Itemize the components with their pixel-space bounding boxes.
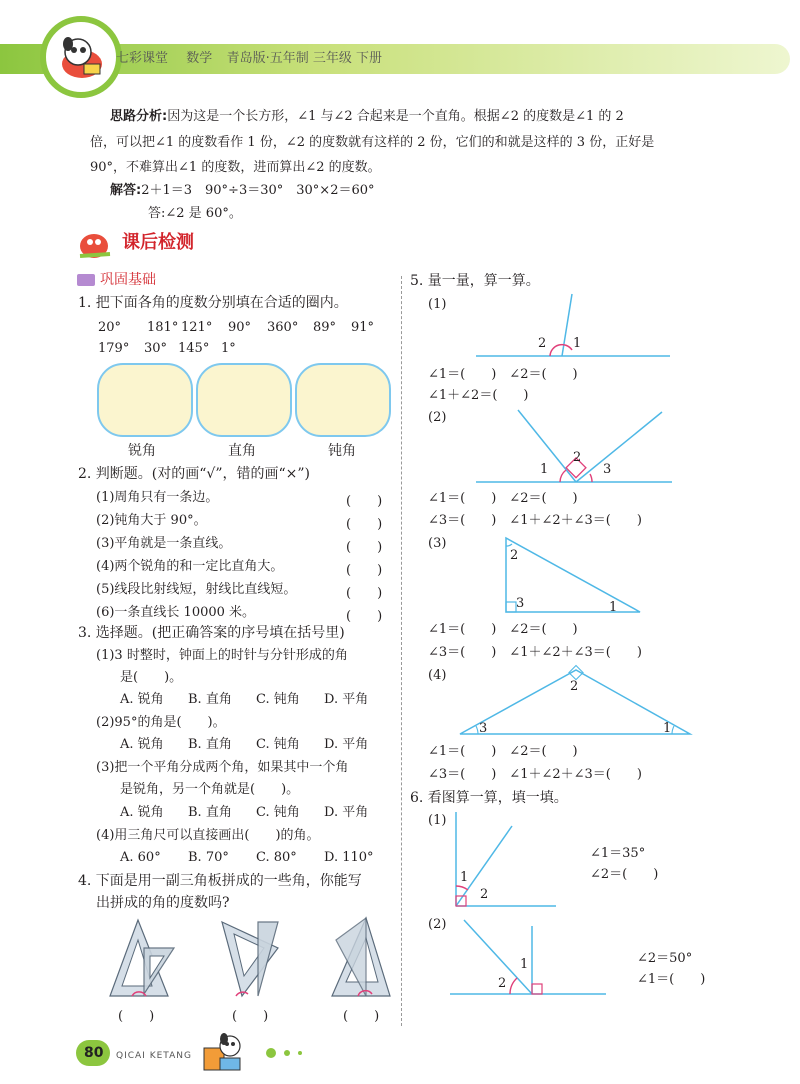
q3-s4-option[interactable]: D. 110° [324,850,374,865]
q5-p4-line2: ∠3＝( ) ∠1＋∠2＋∠3＝( ) [428,767,642,782]
q1-bubble-right[interactable] [196,363,292,437]
q6-p2-label: (2) [428,917,447,932]
q6-title: 6. 看图算一算，填一填。 [410,790,568,806]
q1-value: 360° [267,320,299,335]
q5-p4-line1: ∠1＝( ) ∠2＝( ) [428,744,578,759]
footer-brand: QICAI KETANG [116,1051,192,1061]
q2-item: (5)线段比射线短，射线比直线短。 [96,582,297,597]
q3-s4-option[interactable]: B. 70° [188,850,229,865]
q3-s3-option[interactable]: D. 平角 [324,805,369,820]
q3-s3-option[interactable]: B. 直角 [188,805,232,820]
q5-p3-line1: ∠1＝( ) ∠2＝( ) [428,622,578,637]
q5-p4-diagram [456,666,694,738]
answer-label: 解答: [110,183,142,198]
q5-p1-n2: 2 [538,336,547,351]
q4-answer-blank[interactable]: ( ) [343,1009,380,1024]
q1-value: 1° [221,341,236,356]
analysis-label: 思路分析: [110,109,168,124]
q5-p4-label: (4) [428,668,447,683]
q2-item: (1)周角只有一条边。 [96,490,219,505]
q1-value: 121° [181,320,213,335]
q3-s2-option[interactable]: D. 平角 [324,737,369,752]
q4-set-squares-1 [108,918,178,1000]
q5-p1-line1: ∠1＝( ) ∠2＝( ) [428,367,578,382]
footer-mascot-icon [200,1030,244,1074]
q6-p1-diagram [452,810,562,910]
q5-p1-label: (1) [428,297,447,312]
analysis-line3: 90°，不难算出∠1 的度数，进而算出∠2 的度数。 [90,160,381,175]
q3-s4-line: (4)用三角尺可以直接画出( )的角。 [96,828,320,843]
q3-s4-option[interactable]: C. 80° [256,850,297,865]
q2-answer-blank[interactable]: ( ) [346,494,383,509]
q3-s2-option[interactable]: B. 直角 [188,737,232,752]
q3-s1-option[interactable]: D. 平角 [324,692,369,707]
answer-line [110,183,375,199]
q1-value: 179° [98,341,130,356]
q5-p2-line2: ∠3＝( ) ∠1＋∠2＋∠3＝( ) [428,513,642,528]
q3-s3-option[interactable]: C. 钝角 [256,805,300,820]
q1-bubble-obtuse[interactable] [295,363,391,437]
q1-value: 145° [178,341,210,356]
q1-label-obtuse: 钝角 [328,443,356,459]
header-subject: 数学 [186,51,213,66]
header-title [116,51,382,67]
q5-title: 5. 量一量，算一算。 [410,273,540,289]
q3-s2-option[interactable]: A. 锐角 [120,737,164,752]
q1-value: 90° [228,320,252,335]
section-icon [76,228,116,260]
footer-dot [266,1048,276,1058]
page-number: 80 [84,1045,104,1061]
q5-p2-line1: ∠1＝( ) ∠2＝( ) [428,491,578,506]
footer-dot [284,1050,290,1056]
q3-s1-option[interactable]: B. 直角 [188,692,232,707]
q2-item: (2)钝角大于 90°。 [96,513,207,528]
q3-s2-line: (2)95°的角是( )。 [96,715,226,730]
q5-p4-n1: 1 [663,721,672,736]
q1-value: 30° [144,341,168,356]
sub-section-title: 巩固基础 [100,272,156,288]
q4-title-line2: 出拼成的角的度数吗? [96,895,230,911]
answer-calc: 2＋1＝3 90°÷3＝30° 30°×2＝60° [141,183,375,198]
q5-p1-n1: 1 [573,336,582,351]
q2-answer-blank[interactable]: ( ) [346,609,383,624]
q1-value: 89° [313,320,337,335]
analysis-line2: 倍，可以把∠1 的度数看作 1 份，∠2 的度数就有这样的 2 份，它们的和就是这样的 3 份，正好是 [90,135,655,150]
q3-s3-option[interactable]: A. 锐角 [120,805,164,820]
q3-s3-line1: (3)把一个平角分成两个角，如果其中一个角 [96,760,349,775]
q5-p3-n2: 2 [510,548,519,563]
column-divider [401,276,402,1026]
q4-set-squares-3 [326,916,394,1000]
q1-label-acute: 锐角 [128,443,156,459]
sub-section-icon [77,274,95,286]
q6-p1-n1: 1 [460,870,469,885]
q2-title: 2. 判断题。(对的画“√”，错的画“×”) [78,466,311,482]
q3-s1-line1: (1)3 时整时，钟面上的时针与分针形成的角 [96,648,348,663]
q2-item: (6)一条直线长 10000 米。 [96,605,256,620]
header-series: 七彩课堂 [116,51,169,66]
q6-p1-ask: ∠2＝( ) [590,867,659,882]
analysis-line1 [110,109,624,125]
q6-p2-given: ∠2＝50° [637,951,693,966]
q1-value: 91° [351,320,375,335]
q2-answer-blank[interactable]: ( ) [346,540,383,555]
q5-p4-n3: 3 [479,721,488,736]
q5-p3-label: (3) [428,536,447,551]
q1-label-right: 直角 [228,443,256,459]
q2-answer-blank[interactable]: ( ) [346,517,383,532]
q5-p2-n1: 1 [540,462,549,477]
q6-p1-given: ∠1＝35° [590,846,646,861]
answer-result: 答:∠2 是 60°。 [148,206,242,221]
q3-s1-option[interactable]: A. 锐角 [120,692,164,707]
q6-p1-label: (1) [428,813,447,828]
q4-answer-blank[interactable]: ( ) [118,1009,155,1024]
q5-p3-n1: 1 [609,600,618,615]
q3-s4-option[interactable]: A. 60° [120,850,161,865]
q2-item: (3)平角就是一条直线。 [96,536,232,551]
q5-p2-n2: 2 [573,450,582,465]
q3-s3-line2: 是锐角，另一个角就是( )。 [120,782,300,797]
q2-answer-blank[interactable]: ( ) [346,563,383,578]
q5-p2-diagram [476,404,676,486]
q6-p1-n2: 2 [480,887,489,902]
q1-bubble-acute[interactable] [97,363,193,437]
q6-p2-n2: 2 [498,976,507,991]
q6-p2-n1: 1 [520,957,529,972]
q3-s2-option[interactable]: C. 钝角 [256,737,300,752]
q1-title: 1. 把下面各角的度数分别填在合适的圈内。 [78,295,348,311]
q1-value: 20° [98,320,122,335]
q4-answer-blank[interactable]: ( ) [232,1009,269,1024]
q3-title: 3. 选择题。(把正确答案的序号填在括号里) [78,625,345,641]
q3-s1-line2: 是( )。 [120,670,183,685]
q1-value: 181° [147,320,179,335]
q6-p2-diagram [450,916,608,996]
q3-s1-option[interactable]: C. 钝角 [256,692,300,707]
footer-dot [298,1051,302,1055]
mascot-icon [54,30,110,86]
q4-set-squares-2 [218,918,284,1000]
q5-p4-n2: 2 [570,679,579,694]
header-edition: 青岛版·五年制 三年级 下册 [226,51,382,66]
q5-p3-n3: 3 [516,596,525,611]
q5-p1-line2: ∠1＋∠2＝( ) [428,388,529,403]
analysis-text1: 因为这是一个长方形，∠1 与∠2 合起来是一个直角。根据∠2 的度数是∠1 的 2 [167,109,624,124]
q6-p2-ask: ∠1＝( ) [637,972,706,987]
q4-title-line1: 4. 下面是用一副三角板拼成的一些角，你能写 [78,873,362,889]
q2-item: (4)两个锐角的和一定比直角大。 [96,559,284,574]
q2-answer-blank[interactable]: ( ) [346,586,383,601]
q5-p2-n3: 3 [603,462,612,477]
q5-p3-line2: ∠3＝( ) ∠1＋∠2＋∠3＝( ) [428,645,642,660]
section-title: 课后检测 [122,232,194,253]
q5-p2-label: (2) [428,410,447,425]
